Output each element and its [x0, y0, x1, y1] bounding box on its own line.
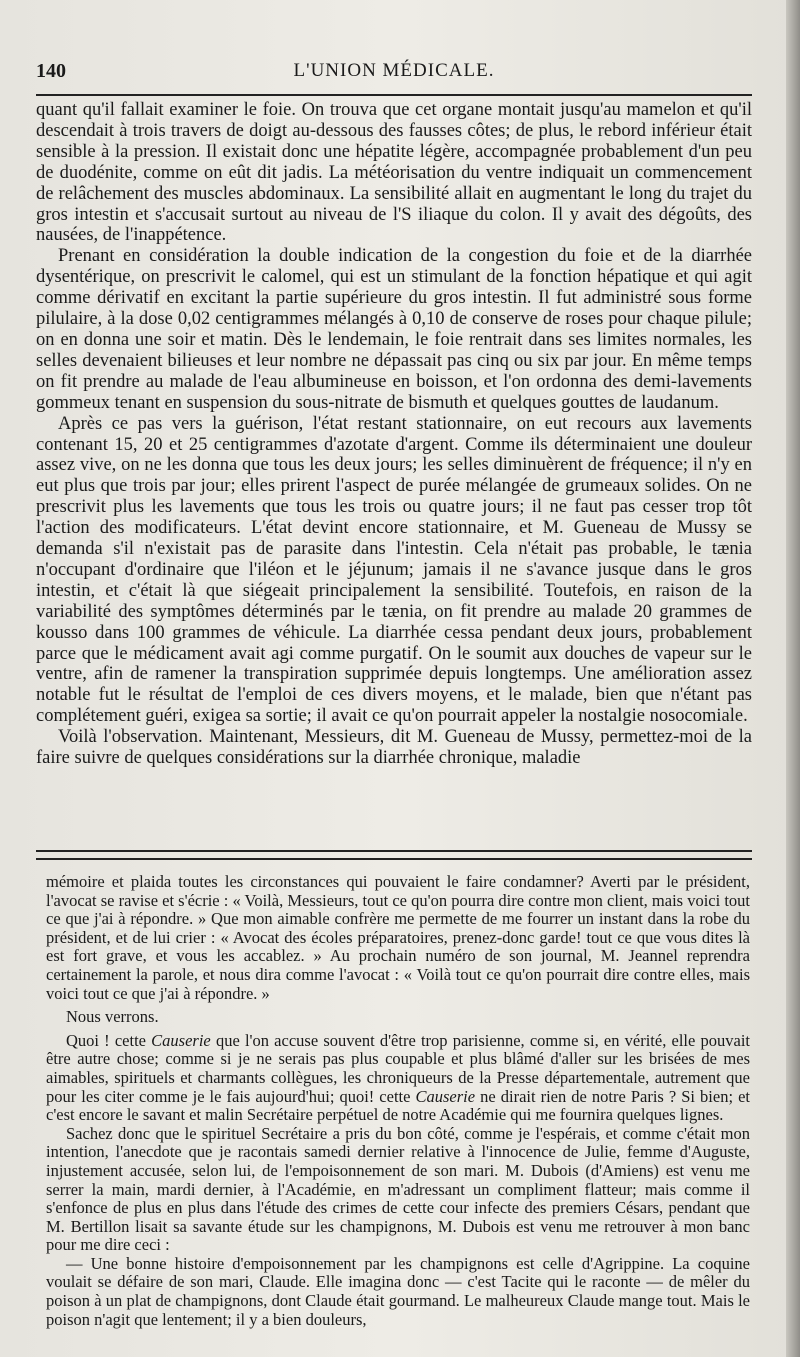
page-header [36, 60, 752, 90]
paragraph: mémoire et plaida toutes les circonstances qui pouvaient le faire condamner? Averti par le président, l'avocat se ravise et s'écrie : « Voilà, Messieurs, tout ce qu'on pourra dire contre mon client, mais voici tout ce que j'ai à répondre. » Que mon aimable confrère me permette de me fourrer un instant dans la robe du président, et de lui crier : « Avocat des écoles préparatoires, prenez-donc garde! tout ce que vous dites là est fort grave, et vous les accablez. » Au prochain numéro de son journal, M. Jeannel reprendra certainement la parole, et nous dira comme l'avocat : « Voilà tout ce qu'on pourrait dire contre elles, mais voici tout ce que j'ai à répondre. » [46, 872, 750, 1003]
paragraph: Nous verrons. [66, 1007, 159, 1027]
paragraph: Sachez donc que le spirituel Secrétaire a pris du bon côté, comme je l'espérais, et comme c'était mon intention, l'anecdote que je racontais samedi dernier relative à l'innocence de Julie, femme d'Auguste, injustement accusée, selon lui, de l'empoisonnement de son mari. M. Dubois (d'Amiens) est venu me serrer la main, mardi dernier, à l'Académie, en m'adressant un compliment flatteur; mais comme il s'enfonce de plus en plus dans l'étude des crimes de cette cour infecte des premiers Césars, pendant que M. Bertillon lisait sa savante étude sur les champignons, M. Dubois est venu me retrouver à mon banc pour me dire ceci : [46, 1123, 750, 1255]
paragraph: — Une bonne histoire d'empoisonnement par les champignons est celle d'Agrippine. La coquine voulait se défaire de son mari, Claude. Elle imagina donc — c'est Tacite qui le raconte — de mêler du poison à un plat de champignons, dont Claude était gourmand. Le malheureux Claude mange tout. Mais le poison n'agit que lentement; il y a bien douleurs, [46, 1253, 750, 1329]
paragraph: quant qu'il fallait examiner le foie. On trouva que cet organe montait jusqu'au mamelon et qu'il descendait à trois travers de doigt au-dessous des fausses côtes; de plus, le rebord inférieur était sensible à la pression. Il existait donc une hépatite légère, accompagnée probablement d'un peu de duodénite, comme on eût dit jadis. La météorisation du ventre indiquait un commencement de relâchement des muscles abdominaux. La sensibilité allait en augmentant le long du trajet du gros intestin et s'accusait surtout au niveau de l'S iliaque du colon. Il y avait des dégoûts, des nausées, de l'inappétence. [36, 100, 752, 246]
text-run: ne dirait rien de notre Paris ? Si bien; et c'est encore le savant et malin Secrétaire perpétuel de notre Académie qui me fournira quelques lignes. [46, 1086, 750, 1125]
feuilleton-section [46, 873, 750, 1329]
text-run: Quoi ! cette [66, 1030, 152, 1050]
causerie-italic: Causerie [415, 1086, 476, 1106]
text-run: que l'on accuse souvent d'être trop parisienne, comme si, en vérité, elle pouvait être autre chose; comme si je ne serais pas plus coupable et plus blâmé d'aller sur les brisées de mes aimables, spirituels et charmants collègues, les chroniqueurs de la Presse départementale, autrement que pour les citer comme je le fais aujourd'hui; quoi! cette [46, 1030, 750, 1106]
header-rule [36, 94, 752, 96]
paragraph: Prenant en considération la double indication de la congestion du foie et de la diarrhée dysentérique, on prescrivit le calomel, qui est un stimulant de la fonction hépatique et qui agit comme dérivatif en excitant la partie supérieure du gros intestin. Il fut administré sous forme pilulaire, à la dose 0,02 centigrammes mélangés à 0,10 de conserve de roses pour chaque pilule; on en donna une soir et matin. Dès le lendemain, le foie rentrait dans ses limites normales, les selles devenaient bilieuses et leur nombre ne dépassait pas cinq ou six par jour. En même temps on fit prendre au malade de l'eau albumineuse en boisson, et l'on ordonna des demi-lavements gommeux tenant en suspension du sous-nitrate de bismuth et quelques gouttes de laudanum. [36, 246, 752, 413]
paragraph [46, 1032, 750, 1125]
main-article [36, 100, 752, 769]
book-spine-shadow [786, 0, 800, 1357]
running-title: L'UNION MÉDICALE. [293, 60, 495, 81]
causerie-italic: Causerie [151, 1030, 211, 1050]
paragraph: Après ce pas vers la guérison, l'état restant stationnaire, on eut recours aux lavements contenant 15, 20 et 25 centigrammes d'azotate d'argent. Comme ils déterminaient une douleur assez vive, on ne les donna que tous les deux jours; les selles diminuèrent de fréquence; il n'y en eut plus que trois par jour; elles prirent l'aspect de purée mélangée de grumeaux solides. On ne prescrivit plus les lavements que tous les trois ou quatre jours; il ne faut pas cesser trop tôt l'action des modificateurs. L'état devint encore stationnaire, et M. Gueneau de Mussy se demanda s'il n'existait pas de parasite dans l'intestin. Cela n'était pas probable, le tænia n'occupant d'ordinaire que l'iléon et le jéjunum; jamais il ne s'avance jusque dans le gros intestin, et c'était là que siégeait principalement la sensibilité. Toutefois, en raison de la variabilité des symptômes déterminés par le tænia, on fit prendre au malade 20 grammes de kousso dans 100 grammes de véhicule. La diarrhée cessa pendant deux jours, probablement parce que le médicament avait agi comme purgatif. On le soumit aux douches de vapeur sur le ventre, afin de ramener la transpiration supprimée depuis longtemps. Une amélioration assez notable fut le résultat de l'emploi de ces divers moyens, et le malade, bien que n'étant pas complétement guéri, exigea sa sortie; il avait ce qu'on pourrait appeler la nostalgie nosocomiale. [36, 413, 752, 727]
paragraph: Voilà l'observation. Maintenant, Messieurs, dit M. Gueneau de Mussy, permettez-moi de la faire suivre de quelques considérations sur la diarrhée chronique, maladie [36, 727, 752, 769]
page-number: 140 [36, 60, 66, 82]
feuilleton-divider [36, 850, 752, 860]
